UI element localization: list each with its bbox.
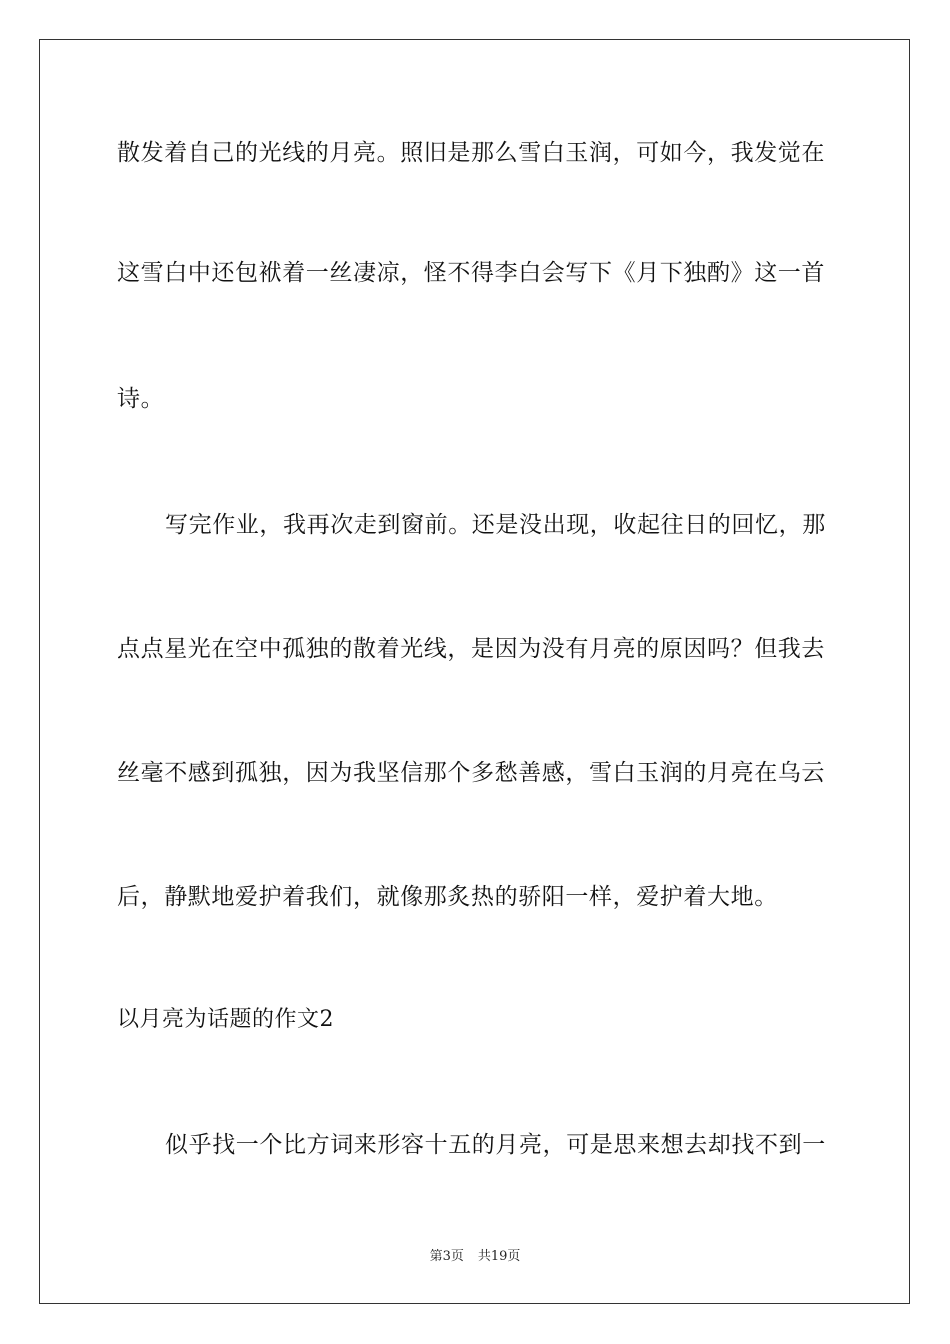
text-line: 点点星光在空中孤独的散着光线，是因为没有月亮的原因吗？但我去 [117,636,825,662]
paragraph-start-line: 写完作业，我再次走到窗前。还是没出现，收起往日的回忆，那 [165,512,826,538]
paragraph-start-line: 似乎找一个比方词来形容十五的月亮，可是思来想去却找不到一 [165,1132,826,1158]
text-line: 散发着自己的光线的月亮。照旧是那么雪白玉润，可如今，我发觉在 [117,140,825,166]
text-line: 这雪白中还包袱着一丝凄凉，怪不得李白会写下《月下独酌》这一首 [117,260,825,286]
section-heading: 以月亮为话题的作文2 [117,1007,334,1032]
text-line: 后，静默地爱护着我们，就像那炙热的骄阳一样，爱护着大地。 [117,884,778,910]
text-line: 诗。 [117,386,165,412]
page-border [39,39,910,1304]
page-footer [0,1248,950,1266]
page-number: 第3页 [429,1249,464,1264]
text-line: 丝毫不感到孤独，因为我坚信那个多愁善感，雪白玉润的月亮在乌云 [117,760,825,786]
total-pages: 共19页 [477,1249,521,1264]
